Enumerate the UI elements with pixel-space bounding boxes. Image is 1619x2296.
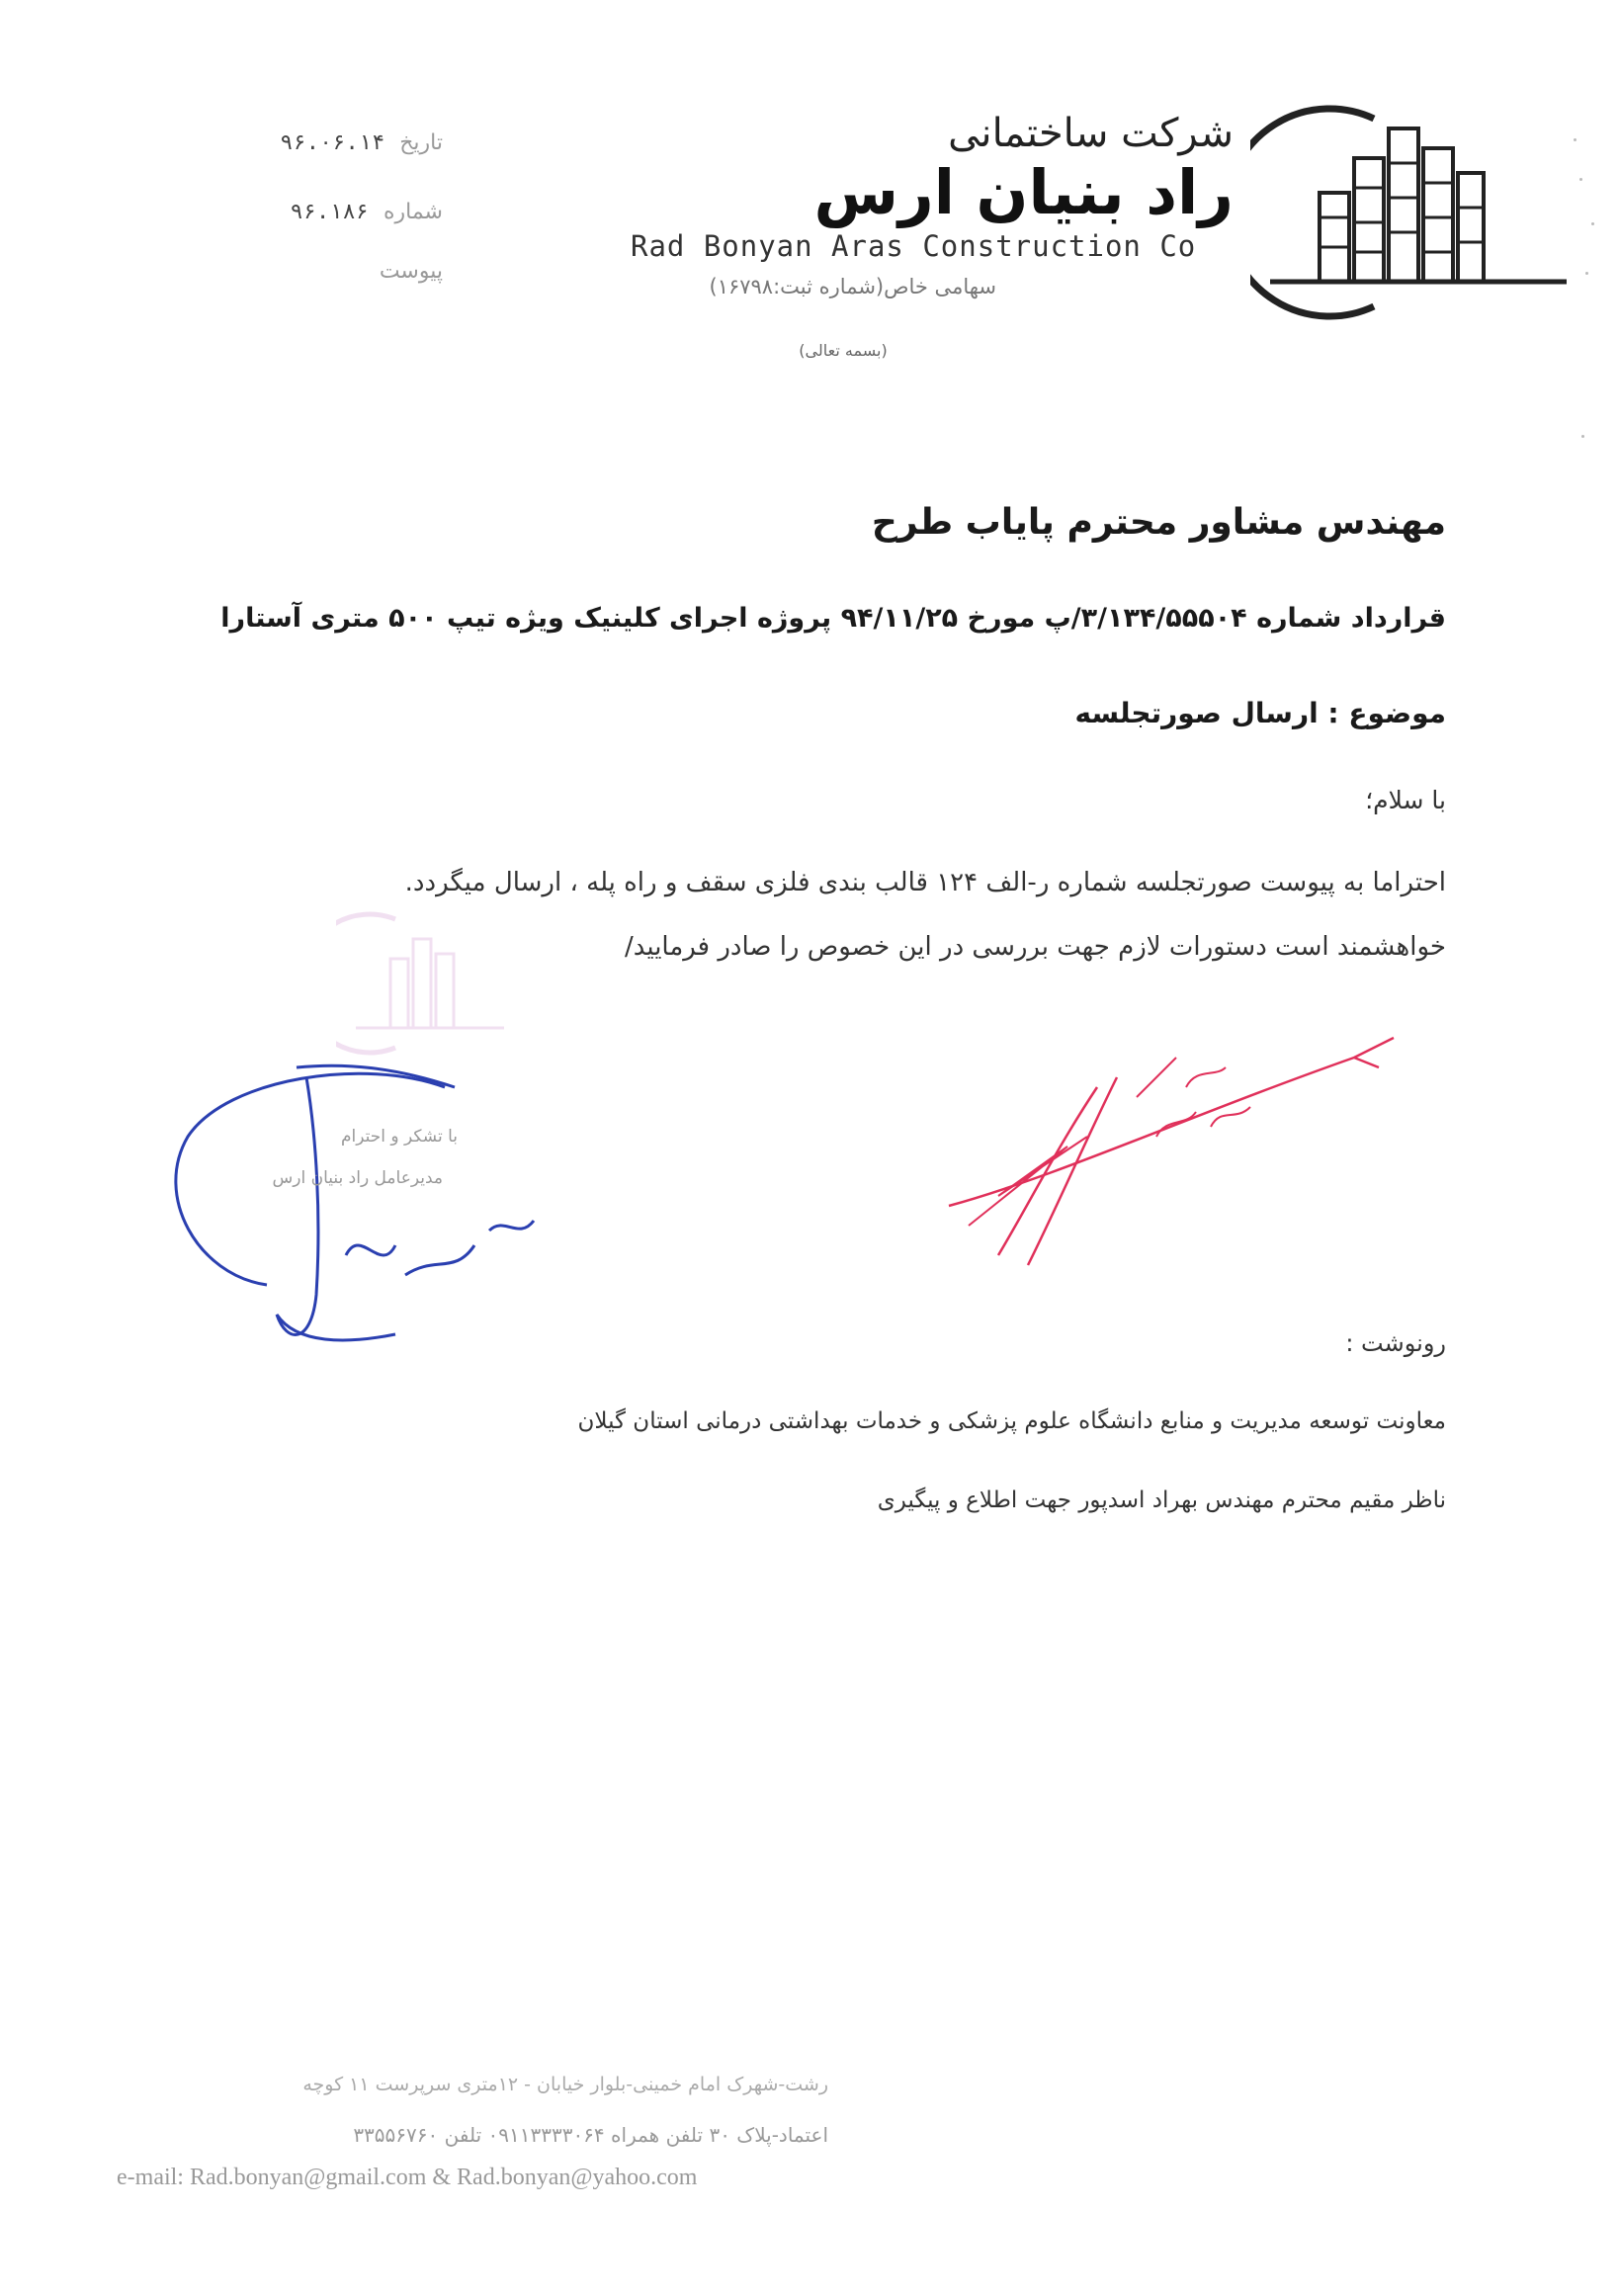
scan-speck [1585, 272, 1588, 275]
letter-date [280, 130, 443, 155]
signature-left-icon [148, 1048, 573, 1364]
number-value: ۹۶.۱۸۶ [290, 200, 369, 224]
recipient: مهندس مشاور محترم پایاب طرح [871, 502, 1446, 543]
footer-address: رشت-شهرک امام خمینی-بلوار خیابان - ۱۲متری سرپرست ۱۱ کوچه [302, 2074, 828, 2095]
greeting: با سلام؛ [1365, 786, 1446, 814]
letter-number [291, 200, 444, 224]
attachment-label: پیوست [379, 259, 443, 284]
stamp-line-2: مدیرعامل راد بنیان ارس [272, 1168, 443, 1188]
cc-item-2: ناظر مقیم محترم مهندس بهراد اسدپور جهت اطلاع و پیگیری [877, 1488, 1446, 1513]
scan-speck [1591, 222, 1594, 225]
number-label: شماره [383, 200, 443, 224]
building-logo-icon [1250, 99, 1576, 326]
basmala: (بسمه تعالی) [799, 341, 888, 360]
body-paragraph-1: احتراما به پیوست صورتجلسه شماره ر-الف ۱۲۴ قالب بندی فلزی سقف و راه پله ، ارسال میگردد. [404, 868, 1446, 897]
company-registration: سهامی خاص(شماره ثبت:۱۶۷۹۸) [709, 275, 996, 298]
body-paragraph-2: خواهشمند است دستورات لازم جهت بررسی در این خصوص را صادر فرمایید/ [624, 932, 1446, 962]
signature-right-icon [939, 1028, 1404, 1285]
stamp-watermark-icon [336, 909, 514, 1058]
scan-speck [1581, 435, 1584, 438]
letter-attachment [380, 259, 443, 284]
subject-line: موضوع : ارسال صورتجلسه [1074, 697, 1446, 729]
company-name-line2: راد بنیان ارس [813, 156, 1234, 228]
cc-item-1: معاونت توسعه مدیریت و منابع دانشگاه علوم پزشکی و خدمات بهداشتی درمانی استان گیلان [577, 1408, 1446, 1434]
scan-speck [1579, 178, 1582, 181]
cc-label: رونوشت : [1345, 1329, 1446, 1357]
date-label: تاریخ [399, 130, 443, 155]
date-value: ۹۶.۰۶.۱۴ [280, 130, 385, 155]
company-name-english: Rad Bonyan Aras Construction Co [631, 229, 1197, 263]
footer-emails: e-mail: Rad.bonyan@gmail.com & Rad.bonyan@yahoo.com [117, 2165, 698, 2190]
company-name-line1: شرکت ساختمانی [948, 111, 1234, 156]
scan-speck [1574, 138, 1576, 141]
stamp-line-1: با تشکر و احترام [341, 1127, 458, 1147]
footer-phones: اعتماد-پلاک ۳۰ تلفن همراه ۰۹۱۱۳۳۳۳۰۶۴ تلفن ۳۳۵۵۶۷۶۰ [353, 2123, 828, 2147]
contract-line: قرارداد شماره ۳/۱۳۴/۵۵۵۰۴/پ مورخ ۹۴/۱۱/۲۵ پروژه اجرای کلینیک ویژه تیپ ۵۰۰ متری آستارا [220, 603, 1446, 634]
